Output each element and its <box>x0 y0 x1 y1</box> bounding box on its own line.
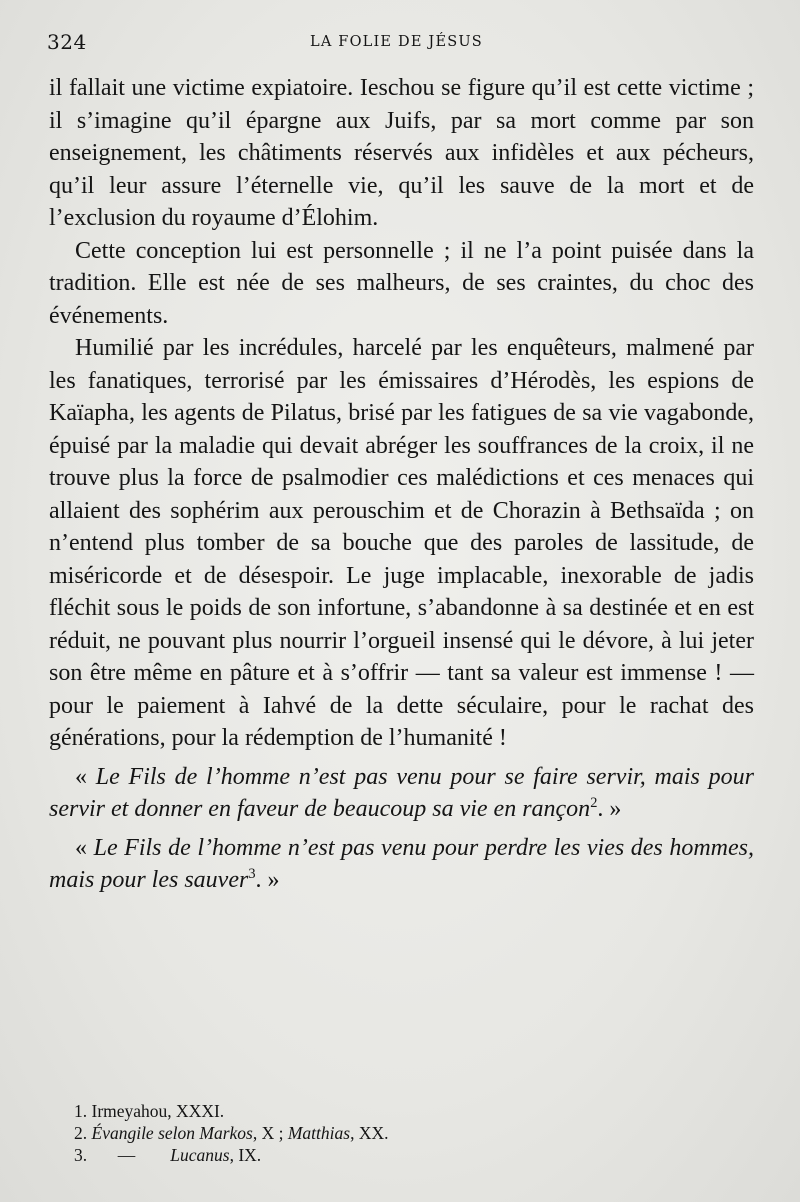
paragraph-conception: Cette conception lui est personnelle ; il ne l’a point puisée dans la tradition. Elle est née de ses malheurs, de ses craintes, du choc des événements. <box>49 237 754 329</box>
body-text <box>49 72 754 897</box>
ditto-dash: — <box>87 1145 171 1165</box>
footnote-title: Évangile selon Markos <box>87 1123 253 1143</box>
footnote-ref: 3 <box>248 866 256 882</box>
quote-close-mark: . » <box>597 796 622 822</box>
quote-text: Le Fils de l’homme n’est pas venu pour perdre les vies des hommes, mais pour les sauver <box>49 834 755 893</box>
footnote-2 <box>74 1122 754 1144</box>
quote-paragraph-2 <box>49 832 754 897</box>
quote-open-mark: « <box>75 763 96 790</box>
footnote-text-2: , XX. <box>350 1123 389 1143</box>
footnote-text: , X ; <box>252 1123 288 1143</box>
paragraph-humilie: Humilié par les incrédules, harcelé par les enquêteurs, malmené par les fanatiques, terrorisé par les émissaires d’Hérodès, les espions de Kaïapha, les agents de Pilatus, brisé par les fatigues de sa vie vagabonde, épuisé par la maladie qui devait abréger les souffrances de la croix, il ne trouve plus la force de psalmodier ces malédictions et ces menaces qui allaient des sophérim aux perouschim et de Chorazin à Bethsaïda ; on n’entend plus tomber de sa bouche que des paroles de lassitude, de miséricorde et de désespoir. Le juge implacable, inexorable de jadis fléchit sous le poids de son infortune, s’abandonne à sa destinée et en est réduit, ne pouvant plus nourrir l’orgueil insensé qui le dévore, à lui jeter son être même en pâture et à s’offrir — tant sa valeur est immense ! — pour le paiement à Iahvé de la dette séculaire, pour le rachat des générations, pour la rédemption de l’humanité ! <box>49 335 754 751</box>
running-head <box>47 30 757 60</box>
running-title: LA FOLIE DE JÉSUS <box>310 34 483 50</box>
footnote-number: 1. <box>74 1101 88 1121</box>
footnote-ref: 2 <box>590 795 598 811</box>
footnote-number: 2. <box>74 1123 88 1143</box>
footnotes <box>74 1100 754 1166</box>
footnote-text: , IX. <box>229 1145 262 1165</box>
footnote-title: Lucanus <box>170 1145 230 1165</box>
footnote-number: 3. <box>74 1145 88 1165</box>
footnote-1 <box>74 1100 754 1122</box>
footnote-title-2: Matthias <box>287 1123 351 1143</box>
paragraph-continuation: il fallait une victime expiatoire. Ieschou se figure qu’il est cette victime ; il s’imagine qu’il épargne aux Juifs, par sa mort comme par son enseignement, les châtiments réservés aux infidèles et aux pécheurs, qu’il leur assure l’éternelle vie, qu’il les sauve de la mort et de l’exclusion du royaume d’Élohim. <box>49 75 754 231</box>
footnote-3 <box>74 1144 754 1166</box>
quote-paragraph-1 <box>49 761 754 826</box>
footnote-text: Irmeyahou, XXXI. <box>87 1101 225 1121</box>
page-number: 324 <box>47 30 87 54</box>
quote-close-mark: . » <box>255 867 280 893</box>
quote-text: Le Fils de l’homme n’est pas venu pour se faire servir, mais pour servir et donner en faveur de beaucoup sa vie en rançon <box>49 763 754 822</box>
quote-open-mark: « <box>75 834 94 861</box>
